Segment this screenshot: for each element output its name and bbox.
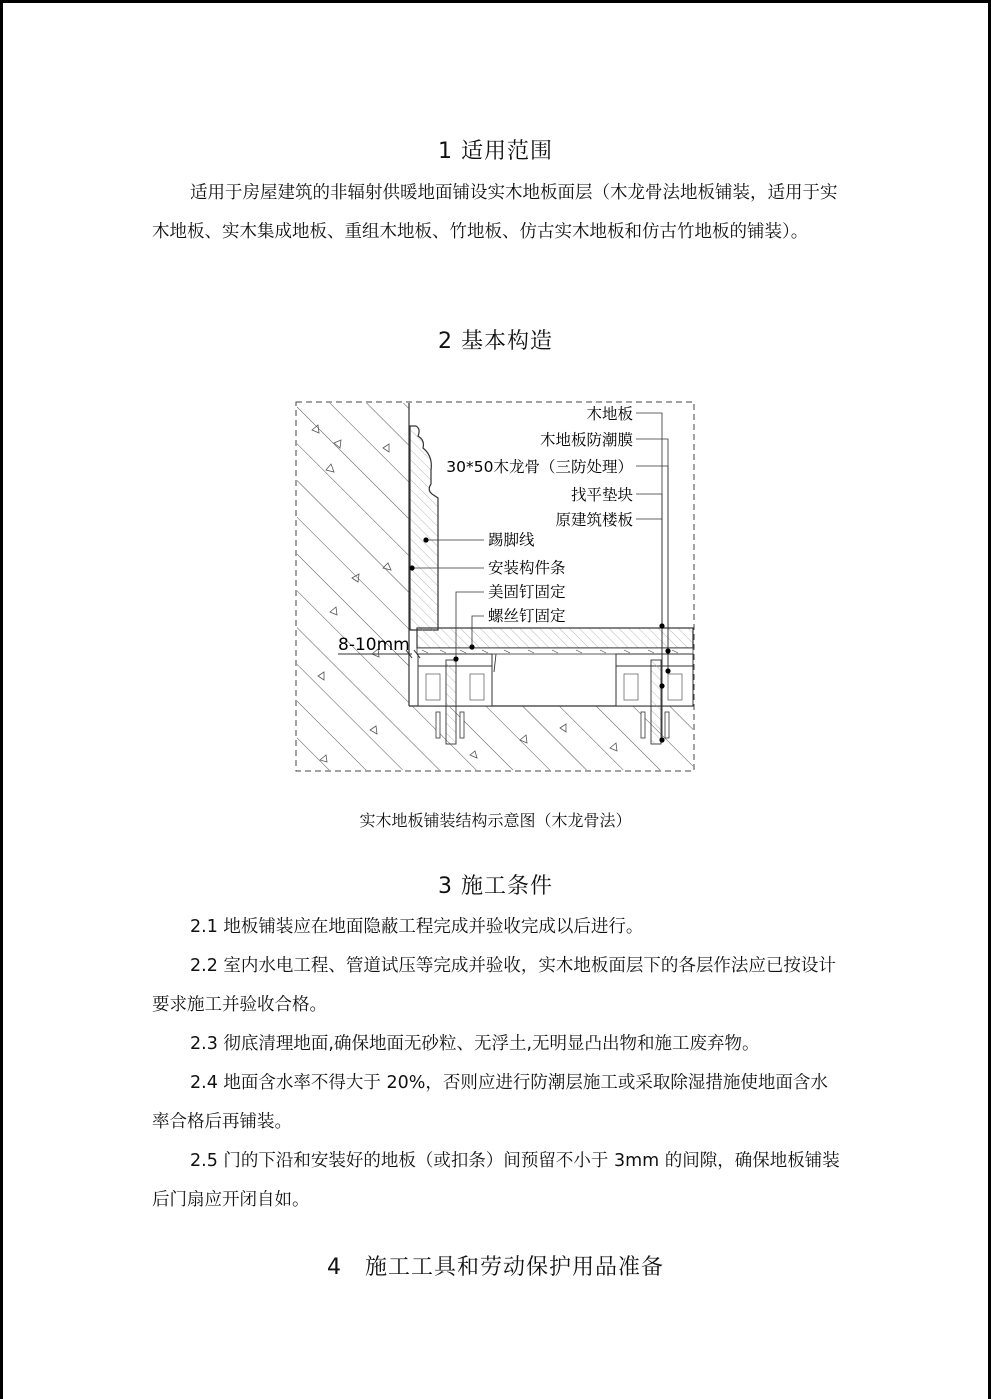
wall-hatch — [297, 403, 409, 770]
scope-paragraph: 适用于房屋建筑的非辐射供暖地面铺设实木地板面层（木龙骨法地板铺装，适用于实木地板、实木集成地板、重组木地板、竹地板、仿古实木地板和仿古竹地板的铺装）。 — [152, 183, 838, 242]
condition-2-1: 2.1 地板铺装应在地面隐蔽工程完成并验收完成以后进行。 — [190, 917, 644, 937]
label-gap: 8-10mm — [338, 635, 410, 655]
condition-2-2: 2.2 室内水电工程、管道试压等完成并验收，实木地板面层下的各层作法应已按设计要求施工并验收合格。 — [152, 956, 836, 1015]
section-title-tools: 4 施工工具和劳动保护用品准备 — [327, 1255, 664, 1280]
screw-left — [446, 660, 456, 744]
label-screw-fix: 螺丝钉固定 — [488, 607, 566, 625]
label-keel: 30*50木龙骨（三防处理） — [446, 458, 633, 476]
section-title-conditions: 3 施工条件 — [438, 874, 553, 899]
condition-2-4: 2.4 地面含水率不得大于 20%，否则应进行防潮层施工或采取除湿措施使地面含水率合格后再铺装。 — [152, 1073, 828, 1132]
section-title-structure: 2 基本构造 — [438, 329, 553, 354]
page-border-left — [0, 0, 3, 1399]
page-border-top — [0, 0, 991, 3]
label-shim: 找平垫块 — [570, 486, 633, 504]
label-mount-strip: 安装构件条 — [488, 559, 566, 577]
section-title-scope: 1 适用范围 — [438, 139, 553, 164]
condition-2-5: 2.5 门的下沿和安装好的地板（或扣条）间预留不小于 3mm 的间隙，确保地板铺装后门扇应开闭自如。 — [152, 1151, 840, 1210]
condition-2-3: 2.3 彻底清理地面,确保地面无砂粒、无浮土,无明显凸出物和施工废弃物。 — [190, 1034, 760, 1054]
label-wood-floor: 木地板 — [586, 405, 633, 423]
skirting-profile — [410, 426, 438, 630]
structure-diagram — [280, 392, 720, 784]
label-slab: 原建筑楼板 — [555, 511, 633, 529]
screw-right — [651, 660, 661, 744]
figure-caption: 实木地板铺装结构示意图（木龙骨法） — [359, 811, 632, 830]
label-nail-fix: 美固钉固定 — [488, 583, 566, 601]
label-skirting: 踢脚线 — [488, 531, 535, 549]
label-moisture-film: 木地板防潮膜 — [539, 431, 633, 449]
floor-board — [417, 628, 693, 648]
